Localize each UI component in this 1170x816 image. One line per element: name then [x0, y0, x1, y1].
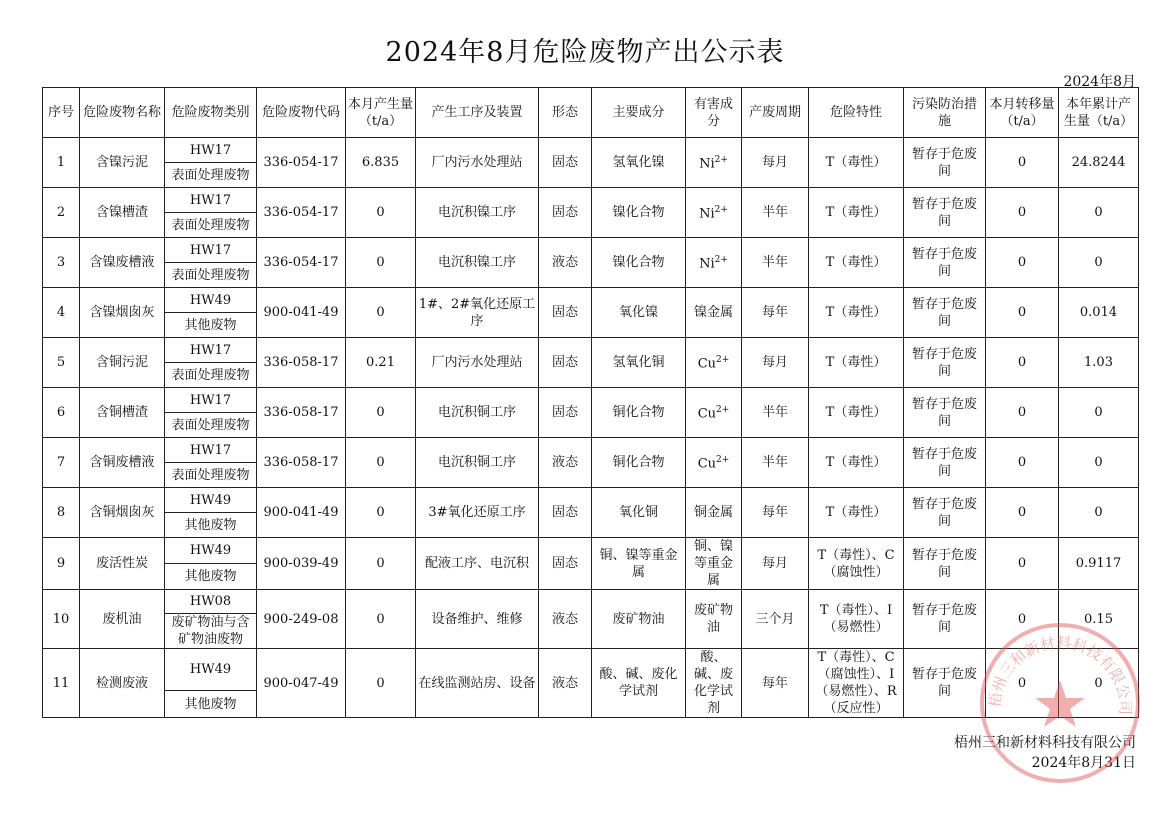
cell-year: 0.15	[1059, 590, 1139, 649]
row-number: 4	[43, 288, 80, 338]
cell-main: 氢氧化镍	[592, 138, 686, 188]
row-number: 6	[43, 388, 80, 438]
cell-cycle: 每月	[742, 338, 809, 388]
header-process: 产生工序及装置	[416, 88, 539, 138]
cell-measure: 暂存于危废间	[904, 338, 986, 388]
harmful-component	[686, 590, 742, 649]
cell-measure: 暂存于危废间	[904, 488, 986, 538]
cell-transfer: 0	[986, 288, 1059, 338]
cell-hazard: T（毒性）	[809, 238, 904, 288]
harmful-text: 铜、镍等重金属	[693, 539, 733, 588]
cell-main: 氧化镍	[592, 288, 686, 338]
cell-form: 固态	[539, 338, 592, 388]
cell-main: 铜化合物	[592, 438, 686, 488]
cell-hazard: T（毒性）	[809, 288, 904, 338]
cell-year: 0	[1059, 649, 1139, 718]
harmful-component	[686, 488, 742, 538]
cell-form: 固态	[539, 388, 592, 438]
cell-form: 固态	[539, 288, 592, 338]
waste-category: HW49	[165, 288, 257, 313]
table-row	[43, 288, 1139, 313]
cell-cycle: 半年	[742, 438, 809, 488]
cell-process: 厂内污水处理站	[416, 138, 539, 188]
waste-name: 含镍烟囱灰	[80, 288, 165, 338]
waste-name: 含铜污泥	[80, 338, 165, 388]
waste-category: HW08	[165, 590, 257, 614]
cell-code: 336-058-17	[257, 388, 346, 438]
cell-year: 0.9117	[1059, 538, 1139, 590]
cell-transfer: 0	[986, 488, 1059, 538]
harmful-component	[686, 138, 742, 188]
cell-main: 氢氧化铜	[592, 338, 686, 388]
harmful-text: Ni	[699, 206, 715, 222]
charge-superscript: 2+	[714, 205, 728, 216]
header-transfer: 本月转移量（t/a）	[986, 88, 1059, 138]
cell-code: 336-054-17	[257, 138, 346, 188]
waste-name: 含铜槽渣	[80, 388, 165, 438]
cell-month: 0	[346, 388, 416, 438]
table-row	[43, 188, 1139, 213]
cell-code: 336-058-17	[257, 338, 346, 388]
cell-main: 氧化铜	[592, 488, 686, 538]
cell-main: 废矿物油	[592, 590, 686, 649]
waste-name: 含镍槽渣	[80, 188, 165, 238]
header-measure: 污染防治措施	[904, 88, 986, 138]
row-number: 9	[43, 538, 80, 590]
charge-superscript: 2+	[714, 155, 728, 166]
row-number: 10	[43, 590, 80, 649]
cell-month: 0	[346, 238, 416, 288]
cell-cycle: 每月	[742, 138, 809, 188]
waste-category: HW49	[165, 488, 257, 513]
cell-process: 电沉积铜工序	[416, 388, 539, 438]
cell-transfer: 0	[986, 388, 1059, 438]
cell-month: 0	[346, 649, 416, 718]
cell-measure: 暂存于危废间	[904, 438, 986, 488]
row-number: 7	[43, 438, 80, 488]
cell-form: 液态	[539, 590, 592, 649]
cell-code: 900-041-49	[257, 488, 346, 538]
cell-form: 固态	[539, 538, 592, 590]
header-cycle: 产废周期	[742, 88, 809, 138]
table-row	[43, 590, 1139, 614]
header-code: 危险废物代码	[257, 88, 346, 138]
cell-transfer: 0	[986, 590, 1059, 649]
header-name: 危险废物名称	[80, 88, 165, 138]
header-main-component: 主要成分	[592, 88, 686, 138]
cell-cycle: 每年	[742, 488, 809, 538]
cell-process: 电沉积铜工序	[416, 438, 539, 488]
cell-transfer: 0	[986, 338, 1059, 388]
harmful-text: 废矿物油	[693, 603, 733, 635]
waste-category-name: 表面处理废物	[165, 463, 257, 488]
waste-category-name: 表面处理废物	[165, 213, 257, 238]
cell-hazard: T（毒性）	[809, 438, 904, 488]
header-form: 形态	[539, 88, 592, 138]
table-row	[43, 338, 1139, 363]
cell-hazard: T（毒性）、I（易燃性）	[809, 590, 904, 649]
harmful-text: Cu	[697, 406, 717, 422]
cell-measure: 暂存于危废间	[904, 138, 986, 188]
cell-transfer: 0	[986, 538, 1059, 590]
cell-month: 6.835	[346, 138, 416, 188]
cell-code: 900-249-08	[257, 590, 346, 649]
harmful-component	[686, 188, 742, 238]
cell-year: 0.014	[1059, 288, 1139, 338]
cell-process: 设备维护、维修	[416, 590, 539, 649]
cell-main: 镍化合物	[592, 188, 686, 238]
waste-name: 废活性炭	[80, 538, 165, 590]
table-row	[43, 649, 1139, 691]
cell-measure: 暂存于危废间	[904, 288, 986, 338]
waste-name: 含铜烟囱灰	[80, 488, 165, 538]
cell-year: 0	[1059, 488, 1139, 538]
row-number: 1	[43, 138, 80, 188]
table-row	[43, 138, 1139, 163]
cell-month: 0	[346, 590, 416, 649]
cell-main: 铜、镍等重金属	[592, 538, 686, 590]
cell-transfer: 0	[986, 649, 1059, 718]
cell-measure: 暂存于危废间	[904, 388, 986, 438]
waste-name: 废机油	[80, 590, 165, 649]
cell-hazard: T（毒性）	[809, 488, 904, 538]
table-header-row	[43, 88, 1139, 138]
cell-transfer: 0	[986, 138, 1059, 188]
report-period: 2024年8月	[1063, 74, 1136, 90]
cell-code: 900-047-49	[257, 649, 346, 718]
cell-hazard: T（毒性）、C（腐蚀性）	[809, 538, 904, 590]
hazardous-waste-table	[42, 87, 1139, 718]
cell-hazard: T（毒性）	[809, 138, 904, 188]
cell-month: 0	[346, 188, 416, 238]
header-month-amount: 本月产生量（t/a）	[346, 88, 416, 138]
cell-year: 24.8244	[1059, 138, 1139, 188]
page-title: 2024年8月危险废物产出公示表	[385, 37, 785, 68]
waste-category-name: 其他废物	[165, 513, 257, 538]
header-year-total: 本年累计产生量（t/a）	[1059, 88, 1139, 138]
harmful-text: Ni	[699, 256, 715, 272]
harmful-text: Cu	[697, 456, 717, 472]
cell-year: 1.03	[1059, 338, 1139, 388]
harmful-text: Ni	[699, 156, 715, 172]
cell-code: 336-054-17	[257, 238, 346, 288]
cell-month: 0	[346, 438, 416, 488]
waste-category-name: 表面处理废物	[165, 263, 257, 288]
table-row	[43, 438, 1139, 463]
row-number: 11	[43, 649, 80, 718]
charge-superscript: 2+	[716, 455, 730, 466]
cell-hazard: T（毒性）	[809, 388, 904, 438]
cell-transfer: 0	[986, 188, 1059, 238]
waste-category-name: 表面处理废物	[165, 413, 257, 438]
cell-month: 0	[346, 488, 416, 538]
cell-code: 336-058-17	[257, 438, 346, 488]
waste-name: 含镍污泥	[80, 138, 165, 188]
header-hazard: 危险特性	[809, 88, 904, 138]
waste-name: 检测废液	[80, 649, 165, 718]
harmful-component	[686, 338, 742, 388]
cell-year: 0	[1059, 238, 1139, 288]
cell-month: 0	[346, 288, 416, 338]
header-no: 序号	[43, 88, 80, 138]
table-row	[43, 238, 1139, 263]
row-number: 2	[43, 188, 80, 238]
cell-process: 电沉积镍工序	[416, 238, 539, 288]
cell-cycle: 每年	[742, 649, 809, 718]
harmful-text: 铜金属	[693, 505, 733, 520]
table-row	[43, 388, 1139, 413]
cell-form: 固态	[539, 138, 592, 188]
cell-cycle: 半年	[742, 238, 809, 288]
harmful-component	[686, 238, 742, 288]
table-row	[43, 488, 1139, 513]
harmful-component	[686, 288, 742, 338]
harmful-text: 酸、碱、废化学试剂	[693, 650, 733, 716]
cell-hazard: T（毒性）、C（腐蚀性）、I（易燃性）、R（反应性）	[809, 649, 904, 718]
harmful-component	[686, 649, 742, 718]
waste-category: HW17	[165, 388, 257, 413]
waste-category: HW17	[165, 438, 257, 463]
cell-code: 336-054-17	[257, 188, 346, 238]
waste-category: HW17	[165, 138, 257, 163]
waste-category: HW49	[165, 538, 257, 564]
cell-process: 1#、2#氧化还原工序	[416, 288, 539, 338]
svg-text:梧州三和新材料科技有限公司: 梧州三和新材料科技有限公司	[985, 633, 1135, 716]
cell-form: 固态	[539, 188, 592, 238]
charge-superscript: 2+	[716, 355, 730, 366]
waste-category: HW49	[165, 649, 257, 691]
waste-category-name: 废矿物油与含矿物油废物	[165, 614, 257, 649]
table-row	[43, 538, 1139, 564]
harmful-component	[686, 538, 742, 590]
cell-month: 0.21	[346, 338, 416, 388]
cell-form: 液态	[539, 649, 592, 718]
cell-hazard: T（毒性）	[809, 188, 904, 238]
cell-measure: 暂存于危废间	[904, 590, 986, 649]
cell-cycle: 半年	[742, 188, 809, 238]
waste-name: 含镍废槽液	[80, 238, 165, 288]
cell-form: 固态	[539, 488, 592, 538]
waste-category-name: 表面处理废物	[165, 163, 257, 188]
waste-category-name: 其他废物	[165, 564, 257, 590]
cell-process: 配液工序、电沉积	[416, 538, 539, 590]
cell-measure: 暂存于危废间	[904, 188, 986, 238]
header-harmful-component: 有害成分	[686, 88, 742, 138]
harmful-component	[686, 388, 742, 438]
cell-year: 0	[1059, 388, 1139, 438]
cell-hazard: T（毒性）	[809, 338, 904, 388]
cell-cycle: 半年	[742, 388, 809, 438]
cell-process: 厂内污水处理站	[416, 338, 539, 388]
cell-cycle: 每月	[742, 538, 809, 590]
waste-category: HW17	[165, 338, 257, 363]
cell-measure: 暂存于危废间	[904, 538, 986, 590]
row-number: 8	[43, 488, 80, 538]
cell-cycle: 三个月	[742, 590, 809, 649]
cell-process: 在线监测站房、设备	[416, 649, 539, 718]
waste-category: HW17	[165, 238, 257, 263]
cell-code: 900-041-49	[257, 288, 346, 338]
cell-transfer: 0	[986, 238, 1059, 288]
cell-measure: 暂存于危废间	[904, 649, 986, 718]
sign-date: 2024年8月31日	[1031, 755, 1136, 771]
cell-year: 0	[1059, 188, 1139, 238]
cell-main: 镍化合物	[592, 238, 686, 288]
cell-code: 900-039-49	[257, 538, 346, 590]
waste-name: 含铜废槽液	[80, 438, 165, 488]
waste-category: HW17	[165, 188, 257, 213]
header-category: 危险废物类别	[165, 88, 257, 138]
cell-main: 酸、碱、废化学试剂	[592, 649, 686, 718]
cell-cycle: 每年	[742, 288, 809, 338]
company-name: 梧州三和新材料科技有限公司	[954, 735, 1136, 751]
harmful-text: 镍金属	[693, 305, 733, 320]
charge-superscript: 2+	[716, 405, 730, 416]
cell-year: 0	[1059, 438, 1139, 488]
cell-month: 0	[346, 538, 416, 590]
charge-superscript: 2+	[714, 255, 728, 266]
cell-form: 液态	[539, 238, 592, 288]
cell-process: 3#氧化还原工序	[416, 488, 539, 538]
cell-form: 液态	[539, 438, 592, 488]
row-number: 5	[43, 338, 80, 388]
waste-category-name: 其他废物	[165, 691, 257, 718]
harmful-component	[686, 438, 742, 488]
waste-category-name: 其他废物	[165, 313, 257, 338]
harmful-text: Cu	[697, 356, 717, 372]
cell-measure: 暂存于危废间	[904, 238, 986, 288]
cell-transfer: 0	[986, 438, 1059, 488]
cell-main: 铜化合物	[592, 388, 686, 438]
waste-category-name: 表面处理废物	[165, 363, 257, 388]
row-number: 3	[43, 238, 80, 288]
cell-process: 电沉积镍工序	[416, 188, 539, 238]
